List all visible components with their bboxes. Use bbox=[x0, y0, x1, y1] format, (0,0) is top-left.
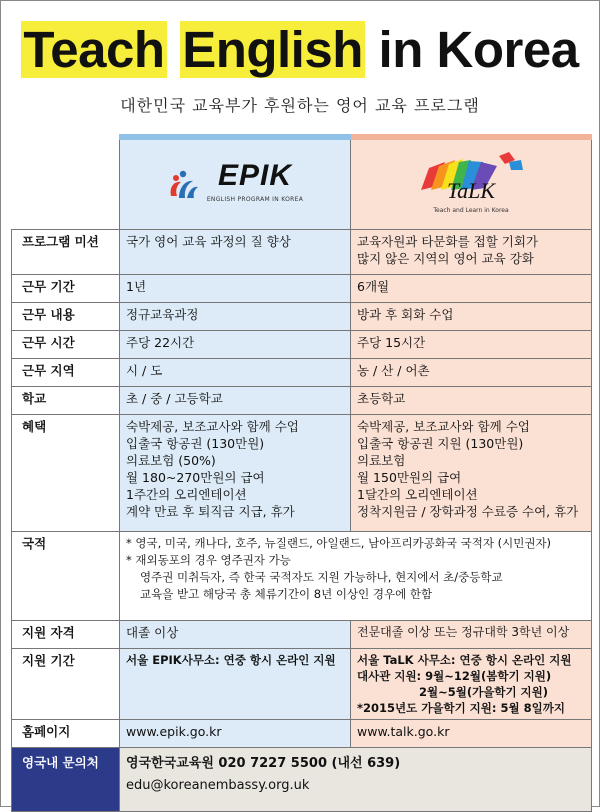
title-word-english: English bbox=[182, 21, 363, 78]
comparison-table bbox=[11, 134, 592, 812]
talk-benefit-item: 월 150만원의 급여 bbox=[357, 470, 462, 485]
epik-benefit-item: 계약 만료 후 퇴직금 지급, 휴가 bbox=[126, 504, 295, 519]
label-school: 학교 bbox=[12, 387, 120, 415]
talk-period-line: *2015년도 가을학기 지원: 5월 8일까지 bbox=[357, 701, 565, 715]
talk-period-line: 2월~5월(가을학기 지원) bbox=[419, 685, 549, 699]
label-mission: 프로그램 미션 bbox=[12, 230, 120, 275]
nationality-line: 교육을 받고 해당국 총 체류기간이 8년 이상인 경우에 한함 bbox=[140, 587, 433, 601]
label-term: 근무 기간 bbox=[12, 275, 120, 303]
epik-school: 초 / 중 / 고등학교 bbox=[120, 387, 351, 415]
epik-benefit-item: 월 180~270만원의 급여 bbox=[126, 470, 265, 485]
epik-benefit-item: 숙박제공, 보조교사와 함께 수업 bbox=[126, 419, 299, 434]
row-homepage bbox=[12, 720, 592, 748]
label-qualification: 지원 자격 bbox=[12, 621, 120, 649]
talk-logo-cell bbox=[351, 137, 592, 230]
epik-benefit-item: 의료보험 (50%) bbox=[126, 453, 216, 468]
epik-emblem-icon bbox=[167, 168, 201, 202]
row-benefits bbox=[12, 415, 592, 532]
talk-period-line: 대사관 지원: 9월~12월(봄학기 지원) bbox=[357, 669, 552, 683]
label-hours: 근무 시간 bbox=[12, 331, 120, 359]
epik-benefit-item: 1주간의 오리엔테이션 bbox=[126, 487, 247, 502]
talk-benefit-item: 의료보험 bbox=[357, 453, 406, 468]
row-contact bbox=[12, 748, 592, 812]
epik-benefit-item: 입출국 항공권 (130만원) bbox=[126, 436, 265, 451]
label-region: 근무 지역 bbox=[12, 359, 120, 387]
talk-mission bbox=[351, 230, 592, 275]
row-term bbox=[12, 275, 592, 303]
talk-benefit-item: 숙박제공, 보조교사와 함께 수업 bbox=[357, 419, 530, 434]
label-content: 근무 내용 bbox=[12, 303, 120, 331]
talk-benefit-item: 정착지원금 / 장학과정 수료증 수여, 휴가 bbox=[357, 504, 579, 519]
label-homepage: 홈페이지 bbox=[12, 720, 120, 748]
epik-logo-cell bbox=[120, 137, 351, 230]
label-benefits: 혜택 bbox=[12, 415, 120, 532]
nationality-line: * 영국, 미국, 캐나다, 호주, 뉴질랜드, 아일랜드, 남아프리카공화국 국적자 (시민권자) bbox=[126, 536, 552, 550]
talk-term: 6개월 bbox=[351, 275, 592, 303]
epik-benefits bbox=[120, 415, 351, 532]
contact-phone: 영국한국교육원 020 7227 5500 (내선 639) bbox=[126, 756, 401, 771]
epik-term: 1년 bbox=[120, 275, 351, 303]
epik-content: 정규교육과정 bbox=[120, 303, 351, 331]
talk-period-line: 서울 TaLK 사무소: 연중 항시 온라인 지원 bbox=[357, 653, 572, 667]
row-school bbox=[12, 387, 592, 415]
epik-logo-word: EPIK bbox=[217, 159, 293, 192]
talk-mission-line: 많지 않은 지역의 영어 교육 강화 bbox=[357, 251, 534, 266]
title-word-teach: Teach bbox=[23, 21, 165, 78]
epik-logo-tagline: ENGLISH PROGRAM IN KOREA bbox=[206, 196, 304, 203]
talk-benefits bbox=[351, 415, 592, 532]
talk-benefit-item: 입출국 항공권 지원 (130만원) bbox=[357, 436, 524, 451]
row-hours bbox=[12, 331, 592, 359]
epik-logo bbox=[167, 161, 303, 208]
talk-logo bbox=[411, 150, 531, 219]
talk-benefit-item: 1달간의 오리엔테이션 bbox=[357, 487, 478, 502]
label-application-period: 지원 기간 bbox=[12, 649, 120, 720]
row-qualification bbox=[12, 621, 592, 649]
contact-info bbox=[120, 748, 592, 812]
epik-region: 시 / 도 bbox=[120, 359, 351, 387]
talk-homepage-link[interactable]: www.talk.go.kr bbox=[351, 720, 592, 748]
talk-region: 농 / 산 / 어촌 bbox=[351, 359, 592, 387]
nationality-line: * 재외동포의 경우 영주권자 가능 bbox=[126, 553, 291, 567]
nationality-info bbox=[120, 532, 592, 621]
talk-qualification: 전문대졸 이상 또는 정규대학 3학년 이상 bbox=[351, 621, 592, 649]
epik-hours: 주당 22시간 bbox=[120, 331, 351, 359]
row-content bbox=[12, 303, 592, 331]
talk-logo-tagline: Teach and Learn in Korea bbox=[433, 207, 509, 214]
empty-corner-cell bbox=[12, 137, 120, 230]
row-mission bbox=[12, 230, 592, 275]
page-subtitle: 대한민국 교육부가 후원하는 영어 교육 프로그램 bbox=[120, 96, 480, 115]
talk-content: 방과 후 회화 수업 bbox=[351, 303, 592, 331]
epik-qualification: 대졸 이상 bbox=[120, 621, 351, 649]
epik-mission: 국가 영어 교육 과정의 질 향상 bbox=[120, 230, 351, 275]
talk-application-period bbox=[351, 649, 592, 720]
page-title bbox=[1, 19, 599, 81]
talk-logo-word: TaLK bbox=[446, 178, 496, 203]
epik-application-period: 서울 EPIK사무소: 연중 항시 온라인 지원 bbox=[120, 649, 351, 720]
row-region bbox=[12, 359, 592, 387]
talk-mission-line: 교육자원과 타문화를 접할 기회가 bbox=[357, 234, 538, 249]
title-word-in-korea: in Korea bbox=[378, 21, 579, 78]
epik-homepage-link[interactable]: www.epik.go.kr bbox=[120, 720, 351, 748]
talk-school: 초등학교 bbox=[351, 387, 592, 415]
talk-hours: 주당 15시간 bbox=[351, 331, 592, 359]
row-nationality bbox=[12, 532, 592, 621]
contact-email-link[interactable]: edu@koreanembassy.org.uk bbox=[126, 778, 310, 793]
label-contact: 영국내 문의처 bbox=[12, 748, 120, 812]
label-nationality: 국적 bbox=[12, 532, 120, 621]
row-application-period bbox=[12, 649, 592, 720]
logo-row bbox=[12, 137, 592, 230]
nationality-line: 영주권 미취득자, 즉 한국 국적자도 지원 가능하나, 현지에서 초/중등학교 bbox=[140, 570, 503, 584]
